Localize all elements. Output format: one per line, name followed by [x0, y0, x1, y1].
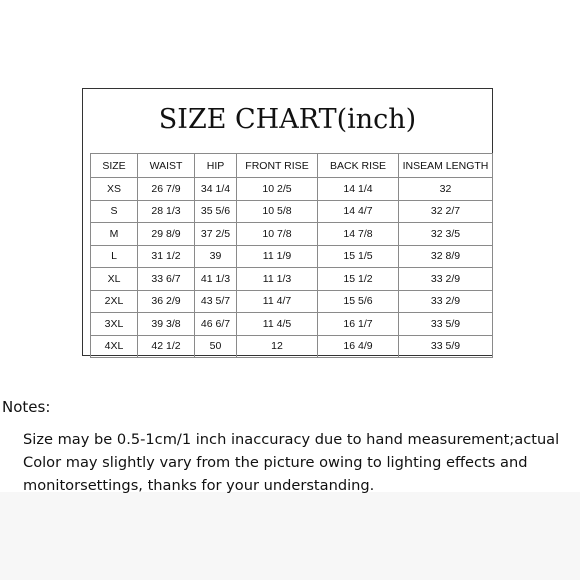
table-cell: 35 5/6 [195, 200, 237, 223]
table-header-row [91, 154, 493, 178]
table-row [91, 223, 493, 246]
chart-title: SIZE CHART(inch) [158, 104, 417, 135]
table-cell: 33 2/9 [399, 268, 493, 291]
table-cell: 39 3/8 [138, 313, 195, 336]
table-cell: 10 7/8 [237, 223, 318, 246]
table-cell: 11 4/7 [237, 290, 318, 313]
table-cell: 10 5/8 [237, 200, 318, 223]
table-cell: 34 1/4 [195, 178, 237, 201]
table-cell: 36 2/9 [138, 290, 195, 313]
table-cell: 26 7/9 [138, 178, 195, 201]
table-cell: 41 1/3 [195, 268, 237, 291]
notes-line: Size may be 0.5-1cm/1 inch inaccuracy due to hand measurement;actual [23, 431, 560, 448]
table-cell: 11 4/5 [237, 313, 318, 336]
table-cell: 33 5/9 [399, 313, 493, 336]
notes-heading: Notes: [2, 398, 51, 416]
notes-line: Color may slightly vary from the picture owing to lighting effects and [23, 454, 528, 471]
table-cell: S [91, 200, 138, 223]
table-cell: L [91, 245, 138, 268]
notes-line: monitorsettings, thanks for your understanding. [23, 477, 375, 494]
table-cell: 15 1/5 [318, 245, 399, 268]
header-front-rise: FRONT RISE [237, 154, 318, 178]
table-cell: 50 [195, 335, 237, 358]
table-row [91, 313, 493, 336]
table-cell: 10 2/5 [237, 178, 318, 201]
table-cell: 33 6/7 [138, 268, 195, 291]
background-panel [0, 492, 580, 580]
table-row [91, 290, 493, 313]
table-row [91, 335, 493, 358]
size-table [90, 153, 493, 358]
table-cell: 28 1/3 [138, 200, 195, 223]
table-cell: 4XL [91, 335, 138, 358]
table-cell: 42 1/2 [138, 335, 195, 358]
table-cell: XL [91, 268, 138, 291]
header-inseam-length: INSEAM LENGTH [399, 154, 493, 178]
table-cell: 11 1/9 [237, 245, 318, 268]
table-cell: 43 5/7 [195, 290, 237, 313]
table-cell: 15 5/6 [318, 290, 399, 313]
table-cell: 33 2/9 [399, 290, 493, 313]
table-cell: 12 [237, 335, 318, 358]
table-cell: 31 1/2 [138, 245, 195, 268]
table-cell: 11 1/3 [237, 268, 318, 291]
header-hip: HIP [195, 154, 237, 178]
table-row [91, 200, 493, 223]
header-back-rise: BACK RISE [318, 154, 399, 178]
table-cell: 46 6/7 [195, 313, 237, 336]
table-cell: 32 2/7 [399, 200, 493, 223]
table-cell: XS [91, 178, 138, 201]
table-cell: 39 [195, 245, 237, 268]
table-cell: 14 4/7 [318, 200, 399, 223]
table-cell: 32 8/9 [399, 245, 493, 268]
header-waist: WAIST [138, 154, 195, 178]
table-cell: M [91, 223, 138, 246]
table-cell: 14 7/8 [318, 223, 399, 246]
table-row [91, 268, 493, 291]
table-cell: 33 5/9 [399, 335, 493, 358]
table-cell: 32 3/5 [399, 223, 493, 246]
table-cell: 16 4/9 [318, 335, 399, 358]
table-cell: 3XL [91, 313, 138, 336]
table-cell: 32 [399, 178, 493, 201]
table-cell: 37 2/5 [195, 223, 237, 246]
table-cell: 14 1/4 [318, 178, 399, 201]
table-cell: 29 8/9 [138, 223, 195, 246]
table-row [91, 178, 493, 201]
table-row [91, 245, 493, 268]
header-size: SIZE [91, 154, 138, 178]
notes-body [23, 428, 559, 497]
table-cell: 15 1/2 [318, 268, 399, 291]
table-cell: 16 1/7 [318, 313, 399, 336]
table-cell: 2XL [91, 290, 138, 313]
